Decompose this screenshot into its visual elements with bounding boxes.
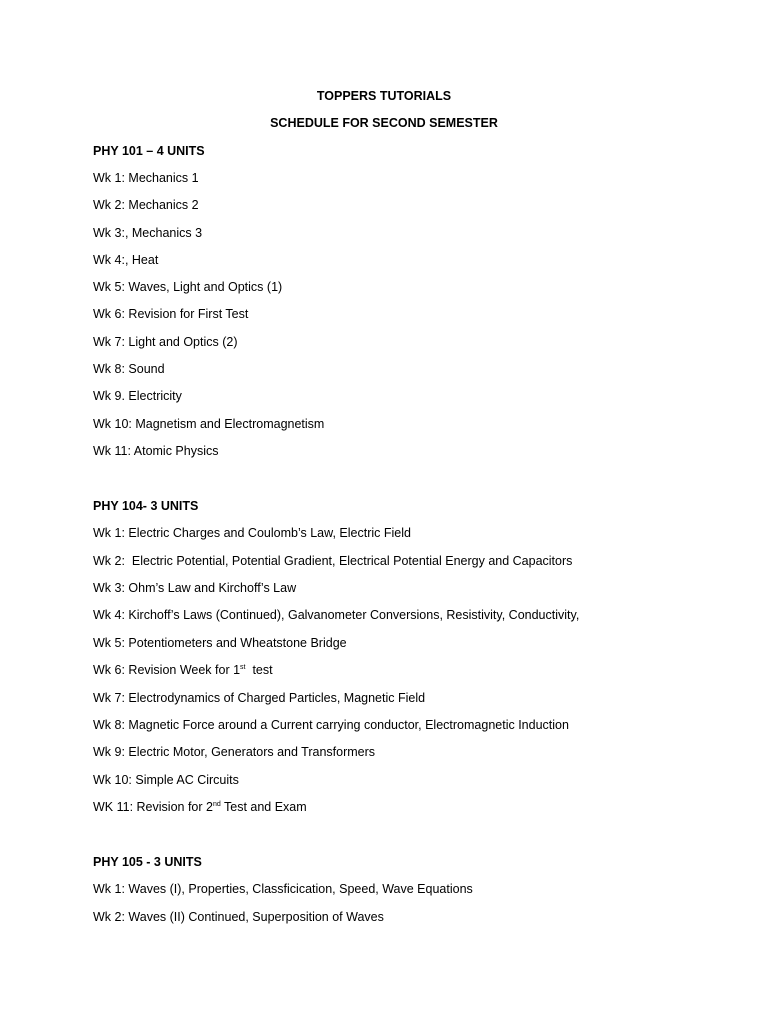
week-item: Wk 5: Potentiometers and Wheatstone Bridge — [93, 636, 347, 650]
week-item: Wk 10: Magnetism and Electromagnetism — [93, 417, 325, 431]
week-item: Wk 4: Kirchoff’s Laws (Continued), Galvanometer Conversions, Resistivity, Conductivity, — [93, 608, 580, 622]
week-item: Wk 1: Waves (I), Properties, Classficication, Speed, Wave Equations — [93, 882, 473, 896]
week-item: Wk 3: Ohm’s Law and Kirchoff’s Law — [93, 581, 297, 595]
week-item-text: test — [245, 663, 273, 677]
week-item: Wk 3:, Mechanics 3 — [93, 226, 203, 240]
week-item: Wk 7: Electrodynamics of Charged Particles, Magnetic Field — [93, 691, 426, 705]
week-item: Wk 6: Revision for First Test — [93, 307, 249, 321]
week-item: Wk 1: Mechanics 1 — [93, 171, 199, 185]
week-item: Wk 11: Atomic Physics — [93, 444, 219, 458]
week-item: Wk 2: Mechanics 2 — [93, 198, 199, 212]
section-heading-phy101: PHY 101 – 4 UNITS — [93, 144, 205, 158]
week-item: Wk 8: Sound — [93, 362, 165, 376]
week-item: Wk 9: Electric Motor, Generators and Transformers — [93, 745, 376, 759]
week-item — [93, 662, 273, 678]
section-heading-phy105: PHY 105 - 3 UNITS — [93, 855, 202, 869]
week-item: Wk 1: Electric Charges and Coulomb’s Law, Electric Field — [93, 526, 411, 540]
document-subtitle: SCHEDULE FOR SECOND SEMESTER — [270, 116, 498, 130]
week-item: Wk 7: Light and Optics (2) — [93, 335, 238, 349]
week-item: Wk 5: Waves, Light and Optics (1) — [93, 280, 283, 294]
week-item-text: Wk 6: Revision Week for 1 — [93, 663, 241, 677]
week-item-text: Test and Exam — [220, 800, 307, 814]
week-item: Wk 4:, Heat — [93, 253, 159, 267]
section-heading-phy104: PHY 104- 3 UNITS — [93, 499, 199, 513]
week-item: Wk 2: Electric Potential, Potential Gradient, Electrical Potential Energy and Capacitors — [93, 554, 573, 568]
ordinal-suffix: st — [240, 664, 246, 671]
week-item: Wk 9. Electricity — [93, 389, 182, 403]
document-title: TOPPERS TUTORIALS — [316, 89, 452, 103]
week-item-text: WK 11: Revision for 2 — [93, 800, 213, 814]
ordinal-suffix: nd — [212, 801, 221, 808]
week-item — [93, 799, 307, 815]
week-item: Wk 10: Simple AC Circuits — [93, 773, 239, 787]
week-item: Wk 2: Waves (II) Continued, Superposition of Waves — [93, 910, 384, 924]
week-item: Wk 8: Magnetic Force around a Current carrying conductor, Electromagnetic Induction — [93, 718, 569, 732]
